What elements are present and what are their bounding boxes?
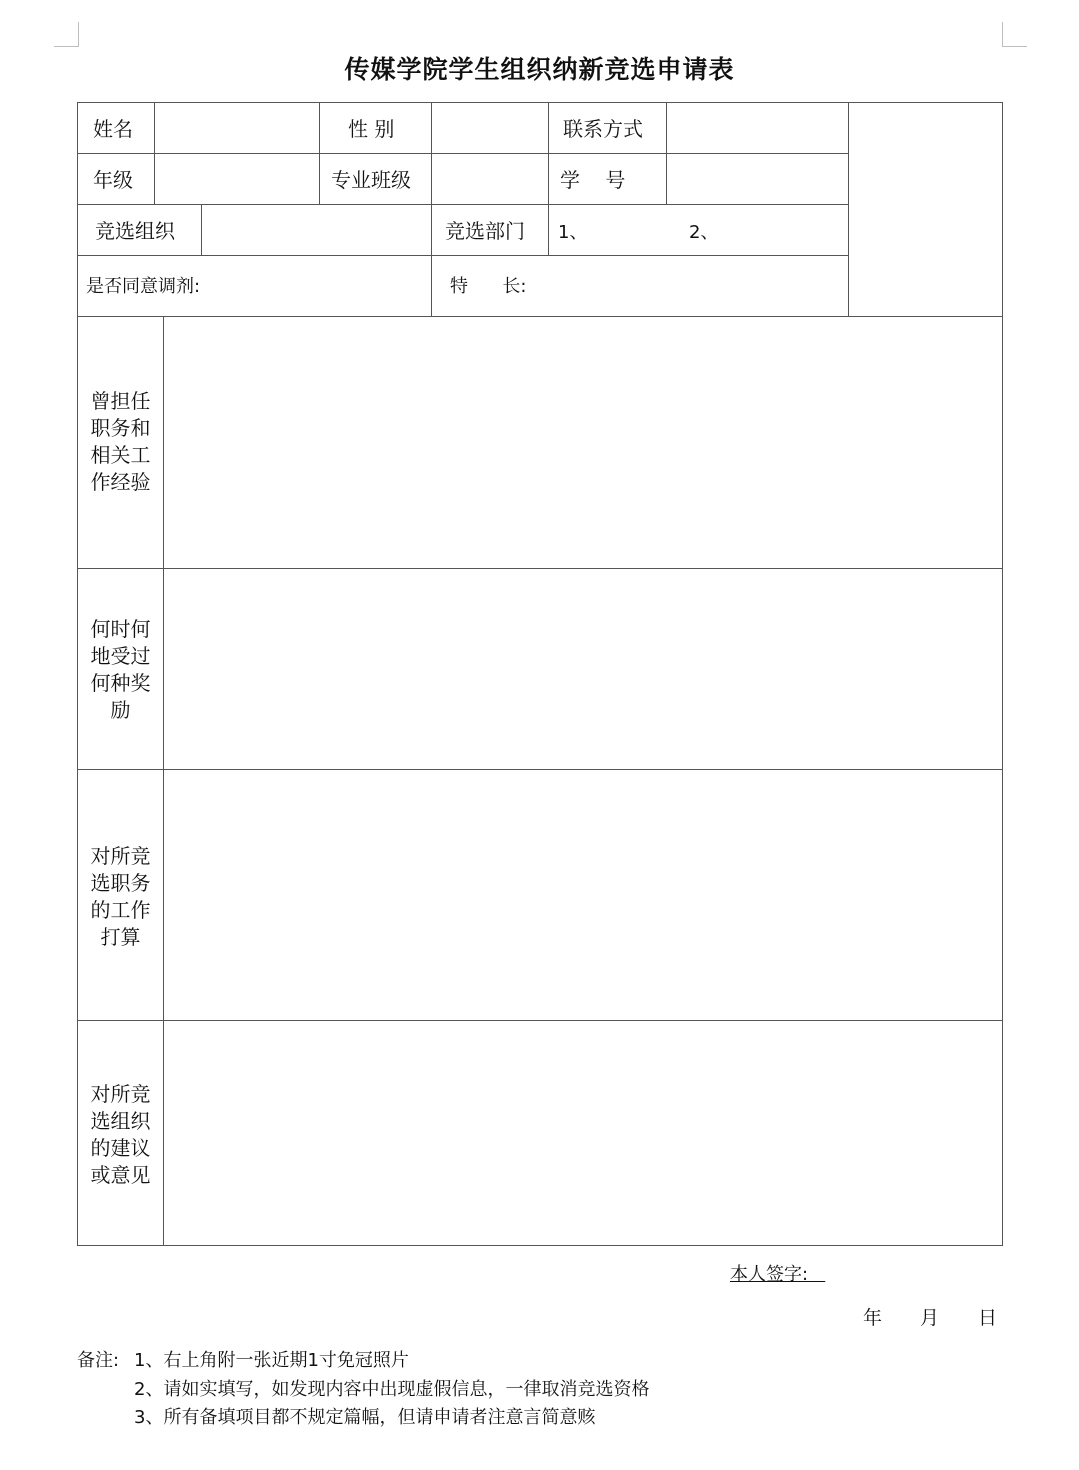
major-class-label: 专业班级 xyxy=(331,168,411,192)
student-id-label: 学 号 xyxy=(560,168,626,192)
work-plan-input-area[interactable] xyxy=(164,770,1002,1020)
gender-label: 性 别 xyxy=(348,117,395,141)
grade-input-cell[interactable] xyxy=(155,154,318,204)
photo-area[interactable] xyxy=(849,103,1002,316)
date-month-label: 月 xyxy=(920,1307,940,1329)
awards-input-area[interactable] xyxy=(164,569,1002,769)
adjust-label: 是否同意调剂: xyxy=(86,276,201,297)
col-divider-d xyxy=(548,102,549,256)
contact-label: 联系方式 xyxy=(563,117,643,141)
signature-line[interactable]: 本人签字: xyxy=(730,1264,826,1285)
date-year-label: 年 xyxy=(863,1307,883,1329)
note-item: 3、所有备填项目都不规定篇幅，但请申请者注意言简意赅 xyxy=(134,1407,596,1428)
gender-input-cell[interactable] xyxy=(432,103,547,153)
awards-label: 何时何 地受过 何种奖 励 xyxy=(90,617,151,722)
note-item: 1、右上角附一张近期1寸免冠照片 xyxy=(134,1350,409,1371)
name-input-cell[interactable] xyxy=(155,103,318,153)
student-id-input-cell[interactable] xyxy=(667,154,847,204)
major-class-input-cell[interactable] xyxy=(432,154,547,204)
department-choice-1[interactable]: 1、 xyxy=(558,222,588,243)
name-label: 姓名 xyxy=(93,117,133,141)
form-title: 传媒学院学生组织纳新竞选申请表 xyxy=(344,55,735,84)
contact-input-cell[interactable] xyxy=(667,103,847,153)
experience-input-area[interactable] xyxy=(164,317,1002,568)
col-divider-b xyxy=(319,102,320,205)
notes-prefix: 备注: xyxy=(77,1350,120,1371)
department-label: 竞选部门 xyxy=(445,219,525,243)
page-corner-mark-top-right xyxy=(1002,22,1027,47)
row-divider-3 xyxy=(77,255,849,256)
experience-label: 曾担任 职务和 相关工 作经验 xyxy=(90,389,151,494)
work-plan-label: 对所竞 选职务 的工作 打算 xyxy=(90,844,151,949)
date-day-label: 日 xyxy=(978,1307,998,1329)
organization-input-cell[interactable] xyxy=(202,205,430,255)
organization-label: 竞选组织 xyxy=(95,219,175,243)
department-choice-2[interactable]: 2、 xyxy=(689,222,719,243)
note-item: 2、请如实填写，如发现内容中出现虚假信息，一律取消竞选资格 xyxy=(134,1379,650,1400)
suggestions-label: 对所竞 选组织 的建议 或意见 xyxy=(90,1082,151,1187)
row-divider-2 xyxy=(77,204,849,205)
page-corner-mark-top-left xyxy=(54,22,79,47)
grade-label: 年级 xyxy=(93,168,133,192)
suggestions-input-area[interactable] xyxy=(164,1021,1002,1245)
specialty-label: 特 长: xyxy=(450,276,527,297)
